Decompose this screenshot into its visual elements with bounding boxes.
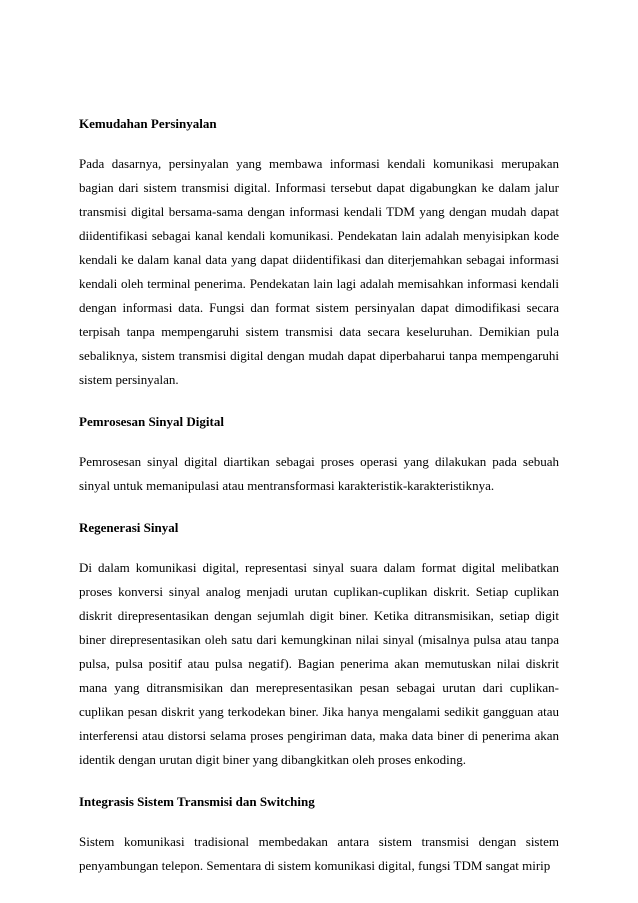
section-heading-regenerasi-sinyal: Regenerasi Sinyal <box>79 520 179 535</box>
section-paragraph-integrasi-sistem: Sistem komunikasi tradisional membedakan antara sistem transmisi dengan sistem penyambungan telepon. Sementara di sistem komunikasi digital, fungsi TDM sangat mirip <box>79 834 559 873</box>
document-body <box>79 112 559 896</box>
section-heading-kemudahan-persinyalan: Kemudahan Persinyalan <box>79 116 217 131</box>
section-heading-pemrosesan-sinyal-digital: Pemrosesan Sinyal Digital <box>79 414 224 429</box>
section-heading-integrasi-sistem: Integrasis Sistem Transmisi dan Switching <box>79 794 315 809</box>
section-paragraph-pemrosesan-sinyal-digital: Pemrosesan sinyal digital diartikan sebagai proses operasi yang dilakukan pada sebuah sinyal untuk memanipulasi atau mentransformasi karakteristik-karakteristiknya. <box>79 454 559 493</box>
section-paragraph-regenerasi-sinyal: Di dalam komunikasi digital, representasi sinyal suara dalam format digital melibatkan proses konversi sinyal analog menjadi urutan cuplikan-cuplikan diskrit. Setiap cuplikan diskrit direpresentasikan dengan sejumlah digit biner. Ketika ditransmisikan, setiap digit biner direpresentasikan oleh satu dari kemungkinan nilai sinyal (misalnya pulsa atau tanpa pulsa, pulsa positif atau pulsa negatif). Bagian penerima akan memutuskan nilai diskrit mana yang ditransmisikan dan merepresentasikan pesan sebagai urutan dari cuplikan-cuplikan pesan diskrit yang terkodekan biner. Jika hanya mengalami sedikit gangguan atau interferensi atau distorsi selama proses pengiriman data, maka data biner di penerima akan identik dengan urutan digit biner yang dibangkitkan oleh proses enkoding. <box>79 560 559 767</box>
section-paragraph-kemudahan-persinyalan: Pada dasarnya, persinyalan yang membawa informasi kendali komunikasi merupakan bagian dari sistem transmisi digital. Informasi tersebut dapat digabungkan ke dalam jalur transmisi digital bersama-sama dengan informasi kendali TDM yang dengan mudah dapat diidentifikasi sebagai kanal kendali komunikasi. Pendekatan lain adalah menyisipkan kode kendali ke dalam kanal data yang dapat diidentifikasi dan diterjemahkan sebagai informasi kendali oleh terminal penerima. Pendekatan lain lagi adalah memisahkan informasi kendali dengan informasi data. Fungsi dan format sistem persinyalan dapat dimodifikasi secara terpisah tanpa mempengaruhi sistem transmisi data secara keseluruhan. Demikian pula sebaliknya, sistem transmisi digital dengan mudah dapat diperbaharui tanpa mempengaruhi sistem persinyalan. <box>79 156 559 387</box>
